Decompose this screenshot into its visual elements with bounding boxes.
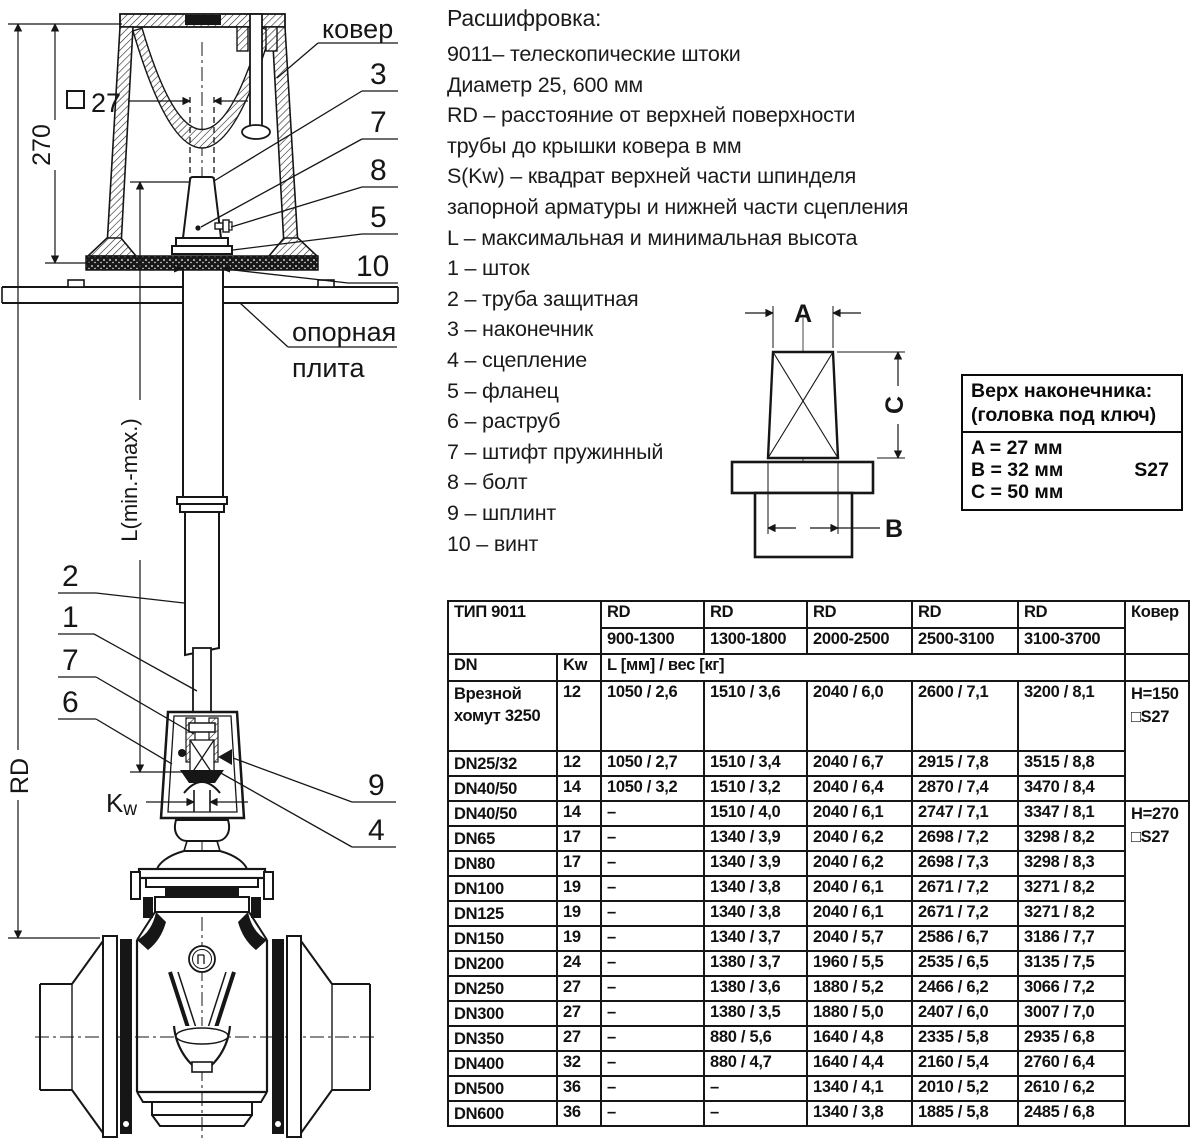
kover-header: Ковер: [1125, 601, 1189, 654]
table-cell: –: [704, 1076, 807, 1101]
tip-box-s27: S27: [1134, 459, 1169, 481]
dim-rd-label: RD: [6, 757, 34, 795]
table-cell: 2160 / 5,4: [912, 1051, 1018, 1076]
table-cell: 14: [557, 776, 601, 801]
table-cell: 1340 / 4,1: [807, 1076, 912, 1101]
spring-pin: [178, 749, 186, 757]
table-cell: 3470 / 8,4: [1018, 776, 1125, 801]
table-row: [448, 1001, 1189, 1026]
table-cell: 1640 / 4,4: [807, 1051, 912, 1076]
table-cell: 3271 / 8,2: [1018, 876, 1125, 901]
table-cell: –: [601, 851, 704, 876]
tip-bolt: [215, 223, 223, 229]
table-cell: –: [601, 1101, 704, 1126]
table-cell: DN500: [448, 1076, 557, 1101]
tip-box-title2: (головка под ключ): [971, 404, 1157, 426]
table-row: [448, 876, 1189, 901]
table-cell: 2870 / 7,4: [912, 776, 1018, 801]
table-cell: –: [704, 1101, 807, 1126]
table-row: [448, 1076, 1189, 1101]
table-cell: 27: [557, 976, 601, 1001]
table-cell: 2040 / 6,0: [807, 681, 912, 751]
legend-line: 3 – наконечник: [447, 317, 594, 342]
table-row: [448, 976, 1189, 1001]
table-cell: DN200: [448, 951, 557, 976]
tip-box-a: A = 27 мм: [971, 437, 1063, 459]
legend-line: RD – расстояние от верхней поверхности: [447, 103, 856, 128]
table-row: [448, 776, 1189, 801]
manufacturer-logo: [189, 946, 215, 972]
table-cell: DN25/32: [448, 751, 557, 776]
rd-range: 2000-2500: [807, 628, 912, 654]
table-row: [448, 1101, 1189, 1126]
table-cell: 3271 / 8,2: [1018, 901, 1125, 926]
tip-flange: [176, 238, 228, 246]
table-cell: –: [601, 826, 704, 851]
rd-range: 3100-3700: [1018, 628, 1125, 654]
table-title-cell: ТИП 9011: [448, 601, 601, 654]
table-cell: –: [601, 1026, 704, 1051]
tip-figure: [697, 288, 927, 568]
table-cell: –: [601, 1051, 704, 1076]
table-row: [448, 901, 1189, 926]
table-cell: 2335 / 5,8: [912, 1026, 1018, 1051]
table-cell: 19: [557, 901, 601, 926]
spec-table: [447, 600, 1190, 1127]
table-cell: 1960 / 5,5: [807, 951, 912, 976]
table-cell: Врезной хомут 3250: [448, 681, 557, 751]
legend-line: запорной арматуры и нижней части сцепления: [447, 194, 909, 219]
table-cell: –: [601, 1001, 704, 1026]
callout-2: 2: [62, 560, 79, 593]
tip-square-head: [768, 352, 838, 458]
kw-header: Kw: [557, 654, 601, 681]
table-cell: 2671 / 7,2: [912, 901, 1018, 926]
table-cell: –: [601, 876, 704, 901]
table-cell: –: [601, 976, 704, 1001]
dim-a-label: A: [793, 300, 813, 328]
legend-line: 8 – болт: [447, 470, 528, 495]
table-cell: 17: [557, 851, 601, 876]
rd-range: 1300-1800: [704, 628, 807, 654]
flange-left: [103, 936, 132, 1137]
rd-header: RD: [601, 601, 704, 628]
table-cell: 2600 / 7,1: [912, 681, 1018, 751]
table-cell: 1510 / 3,2: [704, 776, 807, 801]
rd-range: 900-1300: [601, 628, 704, 654]
tip-info-box: [961, 374, 1183, 511]
table-cell: 1380 / 3,7: [704, 951, 807, 976]
table-cell: –: [601, 801, 704, 826]
table-cell: DN40/50: [448, 801, 557, 826]
legend-line: 2 – труба защитная: [447, 286, 639, 311]
tip-box-title1: Верх наконечника:: [971, 380, 1153, 402]
legend-line: 7 – штифт пружинный: [447, 439, 664, 464]
tip-flange2: [732, 462, 873, 493]
valve-bonnet: [131, 820, 273, 918]
cover-label: ковер: [322, 14, 394, 44]
dim-kw-label: Kw: [106, 788, 138, 820]
table-cell: 1885 / 5,8: [912, 1101, 1018, 1126]
table-cell: 17: [557, 826, 601, 851]
table-cell: 1510 / 3,6: [704, 681, 807, 751]
table-cell: –: [601, 951, 704, 976]
stem: [193, 648, 211, 718]
legend-title: Расшифровка:: [447, 5, 602, 31]
dim-b-label: B: [885, 515, 904, 543]
table-cell: 36: [557, 1101, 601, 1126]
table-row: [448, 951, 1189, 976]
table-cell: 1340 / 3,8: [807, 1101, 912, 1126]
table-cell: 2040 / 5,7: [807, 926, 912, 951]
callout-7-top: 7: [370, 106, 387, 139]
table-cell: 2698 / 7,3: [912, 851, 1018, 876]
table-cell: 2040 / 6,2: [807, 826, 912, 851]
table-cell: –: [601, 926, 704, 951]
table-body: [448, 681, 1189, 1126]
kover-cell: H=270 □S27: [1125, 801, 1189, 1126]
table-cell: 12: [557, 751, 601, 776]
dim-27-label: 27: [91, 88, 122, 118]
table-cell: 12: [557, 681, 601, 751]
legend-line: 6 – раструб: [447, 409, 561, 434]
table-cell: 3515 / 8,8: [1018, 751, 1125, 776]
table-cell: DN400: [448, 1051, 557, 1076]
plate-label-line1: опорная: [292, 317, 397, 347]
legend-line: S(Kw) – квадрат верхней части шпинделя: [447, 164, 857, 189]
callout-7-left: 7: [62, 644, 79, 677]
table-cell: 36: [557, 1076, 601, 1101]
table-row: [448, 926, 1189, 951]
table-cell: 1380 / 3,6: [704, 976, 807, 1001]
dim-l-label: L(min.-max.): [117, 418, 142, 542]
table-cell: 2010 / 5,2: [912, 1076, 1018, 1101]
table-cell: 2040 / 6,1: [807, 901, 912, 926]
table-cell: 2040 / 6,1: [807, 801, 912, 826]
legend-line: 10 – винт: [447, 531, 539, 556]
table-cell: DN125: [448, 901, 557, 926]
table-cell: 1050 / 3,2: [601, 776, 704, 801]
table-row: [448, 851, 1189, 876]
protection-tube: [177, 258, 227, 655]
callout-6: 6: [62, 686, 79, 719]
flange-right: [272, 936, 301, 1137]
callout-8: 8: [370, 154, 387, 187]
table-cell: 2040 / 6,7: [807, 751, 912, 776]
table-cell: 2935 / 6,8: [1018, 1026, 1125, 1051]
table-cell: 3347 / 8,1: [1018, 801, 1125, 826]
table-row: [448, 681, 1189, 751]
dim-270-label: 270: [28, 124, 56, 166]
table-cell: 1880 / 5,0: [807, 1001, 912, 1026]
callout-9: 9: [368, 769, 385, 802]
legend-line: L – максимальная и минимальная высота: [447, 225, 858, 250]
table-cell: 2915 / 7,8: [912, 751, 1018, 776]
legend-line: 1 – шток: [447, 256, 530, 281]
callout-1: 1: [62, 601, 79, 634]
kover-cell: H=150 □S27: [1125, 681, 1189, 801]
table-cell: 2535 / 6,5: [912, 951, 1018, 976]
rd-header: RD: [912, 601, 1018, 628]
table-cell: 2671 / 7,2: [912, 876, 1018, 901]
table-row: [448, 1051, 1189, 1076]
dn-header: DN: [448, 654, 557, 681]
table-cell: 2485 / 6,8: [1018, 1101, 1125, 1126]
table-cell: 27: [557, 1026, 601, 1051]
legend-line: 4 – сцепление: [447, 347, 588, 372]
table-cell: DN600: [448, 1101, 557, 1126]
table-cell: 1050 / 2,7: [601, 751, 704, 776]
callout-4: 4: [368, 814, 385, 847]
rd-range: 2500-3100: [912, 628, 1018, 654]
callout-5: 5: [370, 201, 387, 234]
callout-3: 3: [370, 58, 387, 91]
rd-header: RD: [807, 601, 912, 628]
table-cell: 19: [557, 926, 601, 951]
legend-line: Диаметр 25, 600 мм: [447, 72, 643, 97]
legend-line: 9011– телескопические штоки: [447, 42, 741, 66]
table-cell: DN100: [448, 876, 557, 901]
tip-box-b: B = 32 мм: [971, 459, 1064, 481]
table-cell: DN300: [448, 1001, 557, 1026]
table-cell: 1640 / 4,8: [807, 1026, 912, 1051]
table-cell: DN40/50: [448, 776, 557, 801]
legend-line: трубы до крышки ковера в мм: [447, 133, 742, 158]
table-cell: 27: [557, 1001, 601, 1026]
table-cell: 1340 / 3,8: [704, 876, 807, 901]
table-cell: 14: [557, 801, 601, 826]
table-cell: 1880 / 5,2: [807, 976, 912, 1001]
callout-10: 10: [356, 250, 390, 283]
table-cell: 1050 / 2,6: [601, 681, 704, 751]
table-header-row-1: [448, 601, 1189, 628]
legend-line: 9 – шплинт: [447, 500, 557, 525]
table-cell: 1340 / 3,8: [704, 901, 807, 926]
table-cell: 2586 / 6,7: [912, 926, 1018, 951]
table-cell: 2407 / 6,0: [912, 1001, 1018, 1026]
table-cell: DN150: [448, 926, 557, 951]
table-cell: 2698 / 7,2: [912, 826, 1018, 851]
table-cell: DN250: [448, 976, 557, 1001]
table-cell: 1510 / 3,4: [704, 751, 807, 776]
pin-dot: [195, 225, 200, 230]
table-cell: 3200 / 8,1: [1018, 681, 1125, 751]
table-row: [448, 751, 1189, 776]
table-cell: DN80: [448, 851, 557, 876]
table-cell: 3186 / 7,7: [1018, 926, 1125, 951]
tip-box-c: C = 50 мм: [971, 481, 1064, 503]
table-cell: 3298 / 8,3: [1018, 851, 1125, 876]
table-cell: 880 / 5,6: [704, 1026, 807, 1051]
table-cell: 1510 / 4,0: [704, 801, 807, 826]
tip-shank: [755, 493, 852, 557]
legend-line: 5 – фланец: [447, 378, 559, 403]
table-cell: 1340 / 3,9: [704, 851, 807, 876]
table-cell: 32: [557, 1051, 601, 1076]
table-header-row-3: [448, 654, 1189, 681]
kover-empty-cell: [1125, 654, 1189, 681]
table-cell: 2040 / 6,1: [807, 876, 912, 901]
table-cell: 24: [557, 951, 601, 976]
table-cell: 2760 / 6,4: [1018, 1051, 1125, 1076]
table-cell: –: [601, 1076, 704, 1101]
table-cell: 1340 / 3,7: [704, 926, 807, 951]
table-cell: 2466 / 6,2: [912, 976, 1018, 1001]
table-cell: 2747 / 7,1: [912, 801, 1018, 826]
table-cell: 2610 / 6,2: [1018, 1076, 1125, 1101]
table-cell: 2040 / 6,2: [807, 851, 912, 876]
table-cell: 3066 / 7,2: [1018, 976, 1125, 1001]
table-cell: DN350: [448, 1026, 557, 1051]
table-cell: 19: [557, 876, 601, 901]
table-cell: DN65: [448, 826, 557, 851]
dim-c-label: C: [881, 395, 909, 415]
l-header: L [мм] / вес [кг]: [601, 654, 1125, 681]
rd-header: RD: [704, 601, 807, 628]
table-cell: –: [601, 901, 704, 926]
table-cell: 880 / 4,7: [704, 1051, 807, 1076]
table-row: [448, 826, 1189, 851]
plate-label-line2: плита: [292, 353, 365, 383]
table-cell: 2040 / 6,4: [807, 776, 912, 801]
table-row: [448, 1026, 1189, 1051]
table-cell: 3007 / 7,0: [1018, 1001, 1125, 1026]
table-cell: 1340 / 3,9: [704, 826, 807, 851]
table-cell: 1380 / 3,5: [704, 1001, 807, 1026]
table-cell: 3135 / 7,5: [1018, 951, 1125, 976]
table-row: [448, 801, 1189, 826]
table-cell: 3298 / 8,2: [1018, 826, 1125, 851]
rd-header: RD: [1018, 601, 1125, 628]
cover-bolt: [237, 14, 277, 139]
valve-assembly-drawing: [0, 0, 440, 1144]
